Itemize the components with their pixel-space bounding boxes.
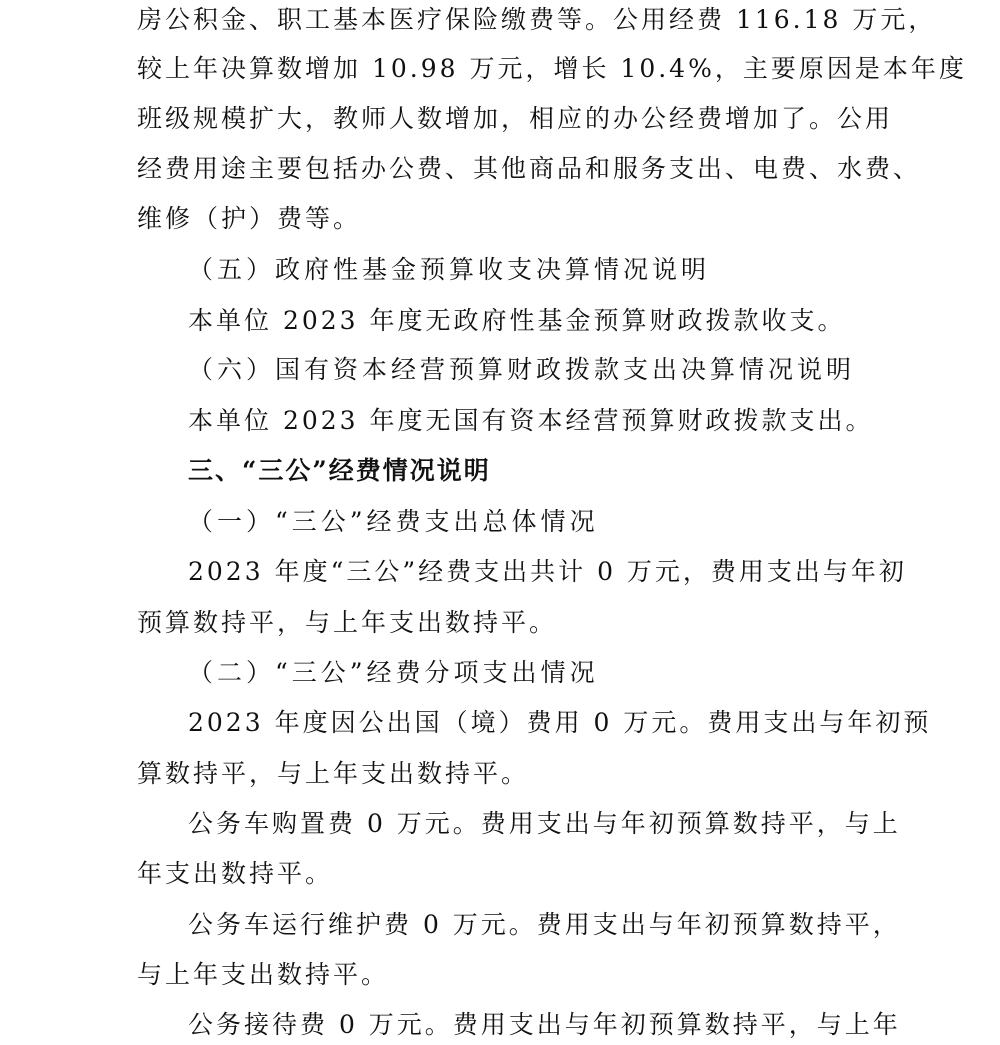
paragraph-line-public-funds-5: 维修（护）费等。 (137, 204, 362, 233)
paragraph-three-public-overall-2: 预算数持平，与上年支出数持平。 (137, 608, 558, 637)
paragraph-line-public-funds-1: 房公积金、职工基本医疗保险缴费等。公用经费 116.18 万元， (137, 5, 937, 34)
paragraph-line-public-funds-4: 经费用途主要包括办公费、其他商品和服务支出、电费、水费、 (137, 154, 922, 183)
paragraph-line-public-funds-2: 较上年决算数增加 10.98 万元，增长 10.4%，主要原因是本年度 (137, 54, 967, 83)
section-heading-three-public: 三、“三公”经费情况说明 (188, 456, 491, 485)
paragraph-vehicle-operation-1: 公务车运行维护费 0 万元。费用支出与年初预算数持平， (188, 910, 901, 939)
paragraph-vehicle-purchase-1: 公务车购置费 0 万元。费用支出与年初预算数持平，与上 (188, 809, 901, 838)
paragraph-outbound-travel-2: 算数持平，与上年支出数持平。 (137, 759, 530, 788)
paragraph-outbound-travel-1: 2023 年度因公出国（境）费用 0 万元。费用支出与年初预 (188, 708, 932, 737)
subheading-state-capital: （六）国有资本经营预算财政拨款支出决算情况说明 (188, 355, 856, 384)
paragraph-three-public-overall-1: 2023 年度“三公”经费支出共计 0 万元，费用支出与年初 (188, 557, 907, 586)
paragraph-government-fund: 本单位 2023 年度无政府性基金预算财政拨款收支。 (188, 306, 846, 335)
paragraph-line-public-funds-3: 班级规模扩大，教师人数增加，相应的办公经费增加了。公用 (137, 104, 894, 133)
subheading-three-public-overall: （一）“三公”经费支出总体情况 (188, 507, 599, 536)
paragraph-reception-1: 公务接待费 0 万元。费用支出与年初预算数持平，与上年 (188, 1010, 901, 1039)
subheading-government-fund: （五）政府性基金预算收支决算情况说明 (188, 255, 711, 284)
subheading-three-public-itemized: （二）“三公”经费分项支出情况 (188, 658, 599, 687)
paragraph-vehicle-operation-2: 与上年支出数持平。 (137, 960, 390, 989)
paragraph-state-capital: 本单位 2023 年度无国有资本经营预算财政拨款支出。 (188, 406, 874, 435)
paragraph-vehicle-purchase-2: 年支出数持平。 (137, 859, 334, 888)
